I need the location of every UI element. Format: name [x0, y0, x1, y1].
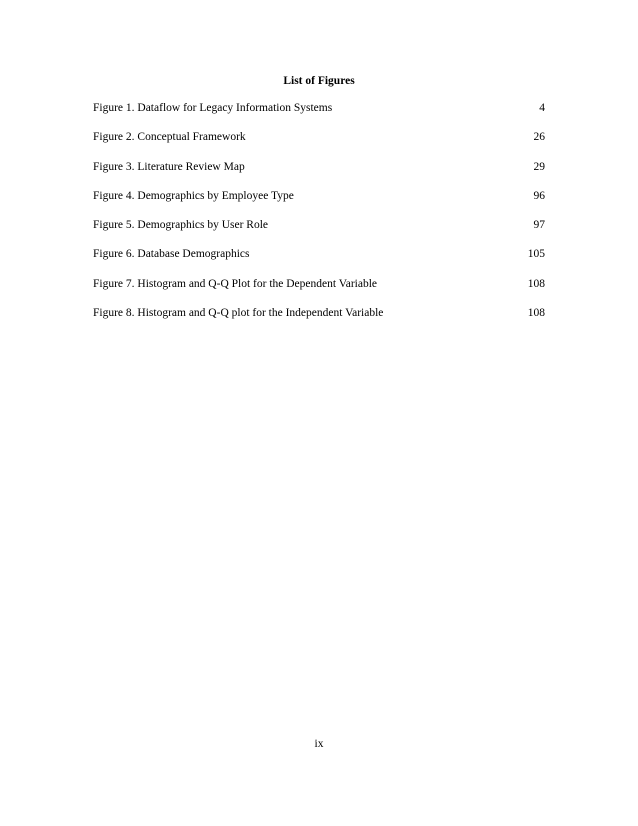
figure-entry-label: Figure 7. Histogram and Q-Q Plot for the Dependent Variable [93, 277, 378, 290]
figure-entry-page: 96 [533, 189, 545, 202]
page-title: List of Figures [283, 75, 355, 87]
figure-entry-label: Figure 4. Demographics by Employee Type [93, 189, 294, 202]
figure-entry-page: 29 [533, 160, 545, 173]
figure-entry [93, 101, 545, 130]
figure-entry-label: Figure 5. Demographics by User Role [93, 219, 269, 232]
figure-entry [93, 247, 545, 276]
figure-entry-label: Figure 1. Dataflow for Legacy Information Systems [93, 102, 333, 114]
figure-entry-page: 97 [533, 219, 545, 232]
figure-entry-label: Figure 8. Histogram and Q-Q plot for the Independent Variable [93, 307, 384, 320]
figure-entry-page: 108 [527, 307, 545, 320]
figure-entry [93, 160, 545, 189]
figure-entry-page: 105 [527, 248, 545, 261]
figure-entry-page: 26 [533, 131, 545, 144]
figure-entry [93, 218, 545, 247]
figure-list [93, 101, 545, 335]
figure-entry [93, 277, 545, 306]
page-number-footer: ix [314, 738, 324, 750]
figure-entry [93, 306, 545, 335]
figure-entry-label: Figure 2. Conceptual Framework [93, 131, 246, 144]
figure-entry-label: Figure 3. Literature Review Map [93, 160, 245, 173]
figure-entry-page: 4 [539, 102, 545, 114]
figure-entry [93, 130, 545, 159]
figure-entry [93, 189, 545, 218]
figure-entry-page: 108 [527, 277, 545, 290]
figure-entry-label: Figure 6. Database Demographics [93, 248, 250, 261]
